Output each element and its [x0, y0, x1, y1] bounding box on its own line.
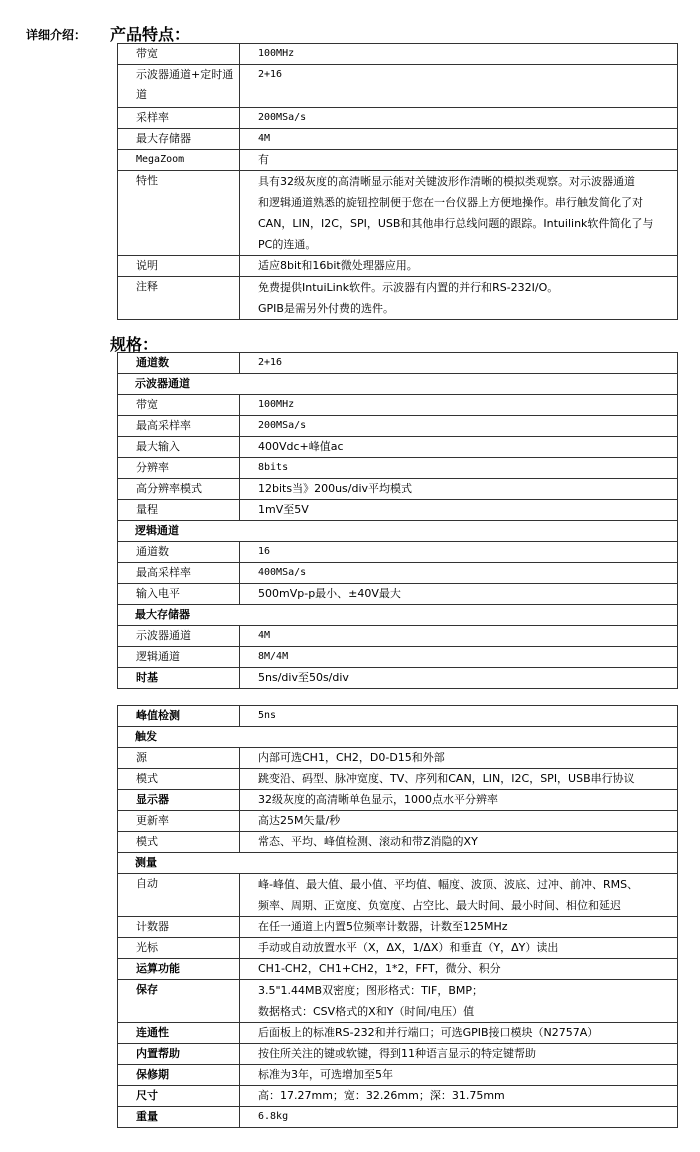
spec-value	[240, 647, 678, 668]
spec-table-2	[117, 705, 678, 1128]
spec-row	[118, 458, 678, 479]
feature-key: 注释	[118, 277, 240, 320]
spec-value	[240, 479, 678, 500]
spec-value	[240, 395, 678, 416]
spec-key: 运算功能	[118, 959, 240, 980]
spec-value	[240, 938, 678, 959]
spec-value	[240, 1023, 678, 1044]
spec-value	[240, 917, 678, 938]
spec-value-line: 5ns	[258, 710, 277, 721]
spec-value	[240, 832, 678, 853]
spec-row	[118, 353, 678, 374]
spec-value-line: 1mV至5V	[258, 503, 309, 516]
spec-value	[240, 500, 678, 521]
feature-row	[118, 44, 678, 65]
spec-key: 带宽	[118, 395, 240, 416]
spec-key: 模式	[118, 769, 240, 790]
spec-row	[118, 938, 678, 959]
spec-key: 示波器通道	[118, 626, 240, 647]
spec-value-line: 5ns/div至50s/div	[258, 671, 349, 684]
spec-value-line: 12bits当》200us/div平均模式	[258, 482, 413, 495]
feature-row	[118, 256, 678, 277]
spec-value-line: 8M/4M	[258, 651, 289, 662]
spec-key: 自动	[118, 874, 240, 917]
feature-value	[240, 65, 678, 108]
feature-row	[118, 277, 678, 320]
spec-row	[118, 500, 678, 521]
spec-value-line: 400Vdc+峰值ac	[258, 440, 344, 453]
spec-group-heading: 示波器通道	[118, 374, 678, 395]
spec-value	[240, 458, 678, 479]
feature-key: 采样率	[118, 108, 240, 129]
spec-key: 高分辨率模式	[118, 479, 240, 500]
spec-value	[240, 437, 678, 458]
spec-value-line: 400MSa/s	[258, 567, 307, 578]
spec-key: 模式	[118, 832, 240, 853]
spec-row	[118, 1107, 678, 1128]
spec-row	[118, 706, 678, 727]
feature-value-line: 2+16	[258, 69, 283, 80]
detail-label: 详细介绍：	[26, 28, 87, 42]
spec-row	[118, 1065, 678, 1086]
feature-value-line: 200MSa/s	[258, 112, 307, 123]
spec-value-line: 8bits	[258, 462, 289, 473]
spec-key: 通道数	[118, 542, 240, 563]
feature-key: 带宽	[118, 44, 240, 65]
spec-key: 源	[118, 748, 240, 769]
feature-row	[118, 108, 678, 129]
spec-row	[118, 626, 678, 647]
feature-value-line: 100MHz	[258, 48, 295, 59]
feature-key: 说明	[118, 256, 240, 277]
feature-row	[118, 150, 678, 171]
spec-value-line: 3.5"1.44MB双密度；图形格式：TIF，BMP；	[258, 984, 484, 997]
feature-value	[240, 256, 678, 277]
spec-group-heading: 测量	[118, 853, 678, 874]
spec-row	[118, 980, 678, 1023]
spec-value-line: 常态、平均、峰值检测、滚动和带Z消隐的XY	[258, 835, 478, 848]
spec-value-line: 频率、周期、正宽度、负宽度、占空比、最大时间、最小时间、相位和延迟	[258, 899, 621, 912]
spec-value-line: 内部可选CH1，CH2，D0-D15和外部	[258, 751, 445, 764]
spec-row	[118, 874, 678, 917]
spec-value-line: 200MSa/s	[258, 420, 307, 431]
spec-group-heading: 触发	[118, 727, 678, 748]
spec-value-line: 数据格式：CSV格式的X和Y（时间/电压）值	[258, 1005, 475, 1018]
spec-key: 计数器	[118, 917, 240, 938]
spec-value	[240, 1044, 678, 1065]
spec-value-line: 跳变沿、码型、脉冲宽度、TV、序列和CAN，LIN，I2C，SPI，USB串行协议	[258, 772, 635, 785]
spec-key: 分辨率	[118, 458, 240, 479]
feature-value-line: 免费提供IntuiLink软件。示波器有内置的并行和RS-232I/O。	[258, 281, 559, 294]
spec-row	[118, 853, 678, 874]
spec-value	[240, 563, 678, 584]
spec-value	[240, 1086, 678, 1107]
spec-value-line: 100MHz	[258, 399, 295, 410]
spec-key: 光标	[118, 938, 240, 959]
spec-value-line: 16	[258, 546, 271, 557]
spec-value-line: 标准为3年，可选增加至5年	[258, 1068, 393, 1081]
spec-row	[118, 727, 678, 748]
spec-key: 最高采样率	[118, 416, 240, 437]
feature-value-line: 有	[258, 153, 269, 166]
spec-key: 显示器	[118, 790, 240, 811]
spec-value-line: 高达25M矢量/秒	[258, 814, 341, 827]
spec-row	[118, 395, 678, 416]
feature-value	[240, 150, 678, 171]
spec-row	[118, 374, 678, 395]
features-table	[117, 43, 678, 320]
spec-value-line: 在任一通道上内置5位频率计数器，计数至125MHz	[258, 920, 508, 933]
spec-row	[118, 1086, 678, 1107]
feature-key: 示波器通道+定时通道	[118, 65, 240, 108]
spec-row	[118, 605, 678, 626]
feature-value-line: GPIB是需另外付费的选件。	[258, 302, 394, 315]
spec-key: 峰值检测	[118, 706, 240, 727]
spec-value	[240, 790, 678, 811]
feature-value	[240, 171, 678, 256]
spec-value	[240, 542, 678, 563]
feature-value	[240, 129, 678, 150]
spec-value-line: 高：17.27mm；宽：32.26mm；深：31.75mm	[258, 1089, 505, 1102]
spec-value	[240, 769, 678, 790]
spec-key: 尺寸	[118, 1086, 240, 1107]
spec-value-line: 2+16	[258, 357, 283, 368]
spec-key: 连通性	[118, 1023, 240, 1044]
spec-value-line: 峰-峰值、最大值、最小值、平均值、幅度、波顶、波底、过冲、前冲、RMS、	[258, 878, 639, 891]
spec-value	[240, 874, 678, 917]
spec-value	[240, 959, 678, 980]
feature-value-line: 具有32级灰度的高清晰显示能对关键波形作清晰的模拟类观察。对示波器通道	[258, 175, 635, 188]
spec-value	[240, 1065, 678, 1086]
feature-value-line: 和逻辑通道熟悉的旋钮控制便于您在一台仪器上方便地操作。串行触发简化了对	[258, 196, 643, 209]
spec-row	[118, 832, 678, 853]
spec-row	[118, 416, 678, 437]
spec-value	[240, 1107, 678, 1128]
spec-group-heading: 逻辑通道	[118, 521, 678, 542]
spec-value-line: 4M	[258, 630, 271, 641]
spec-value-line: CH1-CH2，CH1+CH2，1*2，FFT，微分、积分	[258, 962, 501, 975]
feature-key: MegaZoom	[118, 150, 240, 171]
feature-row	[118, 171, 678, 256]
spec-key: 内置帮助	[118, 1044, 240, 1065]
spec-row	[118, 959, 678, 980]
spec-value	[240, 811, 678, 832]
spec-key: 保修期	[118, 1065, 240, 1086]
spec-title: 规格：	[110, 335, 159, 354]
spec-value-line: 500mVp-p最小、±40V最大	[258, 587, 401, 600]
feature-key: 特性	[118, 171, 240, 256]
spec-value	[240, 980, 678, 1023]
spec-row	[118, 479, 678, 500]
spec-row	[118, 647, 678, 668]
feature-value-line: 4M	[258, 133, 271, 144]
spec-key: 时基	[118, 668, 240, 689]
spec-row	[118, 668, 678, 689]
feature-value	[240, 277, 678, 320]
spec-value	[240, 668, 678, 689]
spec-value	[240, 626, 678, 647]
spec-key: 输入电平	[118, 584, 240, 605]
spec-value	[240, 416, 678, 437]
spec-key: 保存	[118, 980, 240, 1023]
spec-row	[118, 1023, 678, 1044]
feature-value-line: 适应8bit和16bit微处理器应用。	[258, 259, 418, 272]
spec-key: 更新率	[118, 811, 240, 832]
spec-value-line: 手动或自动放置水平（X，ΔX，1/ΔX）和垂直（Y，ΔY）读出	[258, 941, 559, 954]
spec-value	[240, 706, 678, 727]
spec-row	[118, 811, 678, 832]
spec-key: 通道数	[118, 353, 240, 374]
feature-value-line: CAN，LIN，I2C，SPI，USB和其他串行总线问题的跟踪。Intuilink软件简化了与	[258, 217, 654, 230]
feature-row	[118, 65, 678, 108]
feature-row	[118, 129, 678, 150]
spec-value	[240, 353, 678, 374]
spec-row	[118, 748, 678, 769]
spec-key: 逻辑通道	[118, 647, 240, 668]
spec-row	[118, 1044, 678, 1065]
spec-row	[118, 584, 678, 605]
spec-value-line: 32级灰度的高清晰单色显示，1000点水平分辨率	[258, 793, 498, 806]
spec-value-line: 6.8kg	[258, 1111, 289, 1122]
spec-row	[118, 542, 678, 563]
spec-row	[118, 437, 678, 458]
spec-key: 最高采样率	[118, 563, 240, 584]
spec-row	[118, 563, 678, 584]
spec-row	[118, 917, 678, 938]
spec-group-heading: 最大存储器	[118, 605, 678, 626]
feature-key: 最大存储器	[118, 129, 240, 150]
spec-value	[240, 748, 678, 769]
spec-key: 重量	[118, 1107, 240, 1128]
spec-row	[118, 790, 678, 811]
spec-value-line: 后面板上的标准RS-232和并行端口；可选GPIB接口模块（N2757A）	[258, 1026, 599, 1039]
feature-value-line: PC的连通。	[258, 238, 317, 251]
feature-value	[240, 44, 678, 65]
features-title: 产品特点：	[110, 25, 191, 44]
spec-table-1	[117, 352, 678, 689]
spec-row	[118, 769, 678, 790]
spec-key: 最大输入	[118, 437, 240, 458]
spec-value	[240, 584, 678, 605]
feature-value	[240, 108, 678, 129]
spec-key: 量程	[118, 500, 240, 521]
spec-value-line: 按住所关注的键或软键，得到11种语言显示的特定键帮助	[258, 1047, 536, 1060]
spec-row	[118, 521, 678, 542]
